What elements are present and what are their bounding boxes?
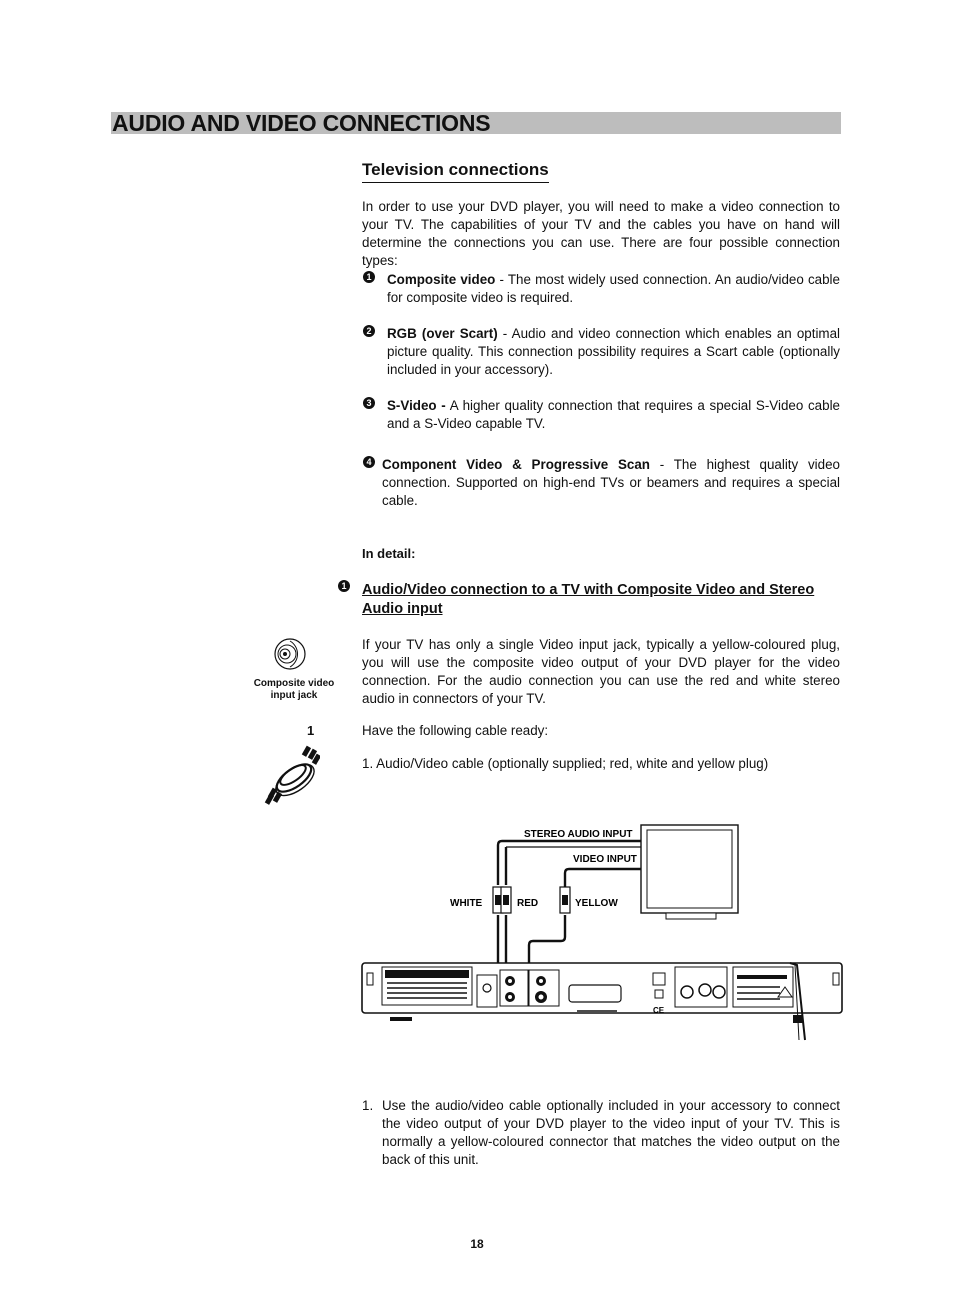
connection-type-rgb	[387, 325, 840, 379]
av-cable-icon	[264, 744, 320, 806]
svg-text:CE: CE	[653, 1006, 665, 1015]
bullet-2-icon: 2	[363, 325, 375, 337]
cable-ready-text: Have the following cable ready:	[362, 723, 549, 738]
bullet-3-icon: 3	[363, 397, 375, 409]
white-label: WHITE	[450, 898, 483, 909]
instruction-item	[362, 1097, 840, 1169]
detail-heading: Audio/Video connection to a TV with Composite Video and Stereo Audio input	[362, 582, 815, 617]
composite-jack-icon	[270, 637, 310, 671]
cable-item-text: 1. Audio/Video cable (optionally supplied; red, white and yellow plug)	[362, 756, 769, 771]
connection-type-text: - The highest quality video connection. Supported on high-end TVs or beamers and requires a special cable.	[382, 457, 841, 508]
connection-type-text: - The most widely used connection. An audio/video cable for composite video is required.	[387, 272, 840, 305]
connection-type-component	[382, 456, 840, 510]
red-plug-icon	[501, 887, 511, 913]
instruction-number: 1.	[362, 1098, 374, 1113]
page-number: 18	[470, 1237, 484, 1251]
instruction-text: Use the audio/video cable optionally included in your accessory to connect the video output of your DVD player to the video input of your TV. This is normally a yellow-coloured connector that matches the video output on the back of this unit.	[382, 1098, 840, 1167]
video-input-label: VIDEO INPUT	[573, 854, 637, 865]
yellow-label: YELLOW	[575, 898, 618, 909]
detail-paragraph: If your TV has only a single Video input jack, typically a yellow-coloured plug, you will use the composite video output of your DVD player for the video connection. For the audio connection you can use the red and white stereo audio in connectors of your TV.	[362, 637, 840, 706]
connection-type-name: S-Video -	[387, 398, 446, 413]
detail-bullet-icon: 1	[338, 580, 350, 592]
connection-diagram	[355, 815, 850, 1045]
connection-type-name: Composite video	[387, 272, 496, 287]
jack-caption: Composite video input jack	[253, 678, 335, 701]
bullet-4-icon: 4	[363, 456, 375, 468]
bullet-1-icon: 1	[363, 271, 375, 283]
connection-type-svideo	[387, 397, 840, 433]
tv-icon	[641, 825, 738, 919]
red-label: RED	[517, 898, 539, 909]
connection-type-name: Component Video & Progressive Scan	[382, 457, 650, 472]
intro-paragraph: In order to use your DVD player, you will need to make a video connection to your TV. The capabilities of your TV and the cables you have on hand will determine the connections you can use. There are four possible connection types:	[362, 199, 840, 268]
step-number: 1	[307, 723, 315, 738]
connection-type-name: RGB (over Scart)	[387, 326, 498, 341]
connection-type-text: A higher quality connection that requires a special S-Video cable and a S-Video capable TV.	[387, 398, 840, 431]
page-title: AUDIO AND VIDEO CONNECTIONS	[112, 110, 491, 136]
connection-type-text: - Audio and video connection which enables an optimal picture quality. This connection possibility requires a Scart cable (optionally included in your accessory).	[387, 326, 840, 377]
section-heading: Television connections	[362, 160, 549, 183]
in-detail-label: In detail:	[362, 546, 416, 561]
yellow-plug-icon	[560, 887, 570, 913]
dvd-player-back-panel	[362, 963, 842, 1040]
stereo-audio-input-label: STEREO AUDIO INPUT	[524, 829, 633, 840]
connection-type-composite	[387, 271, 840, 307]
